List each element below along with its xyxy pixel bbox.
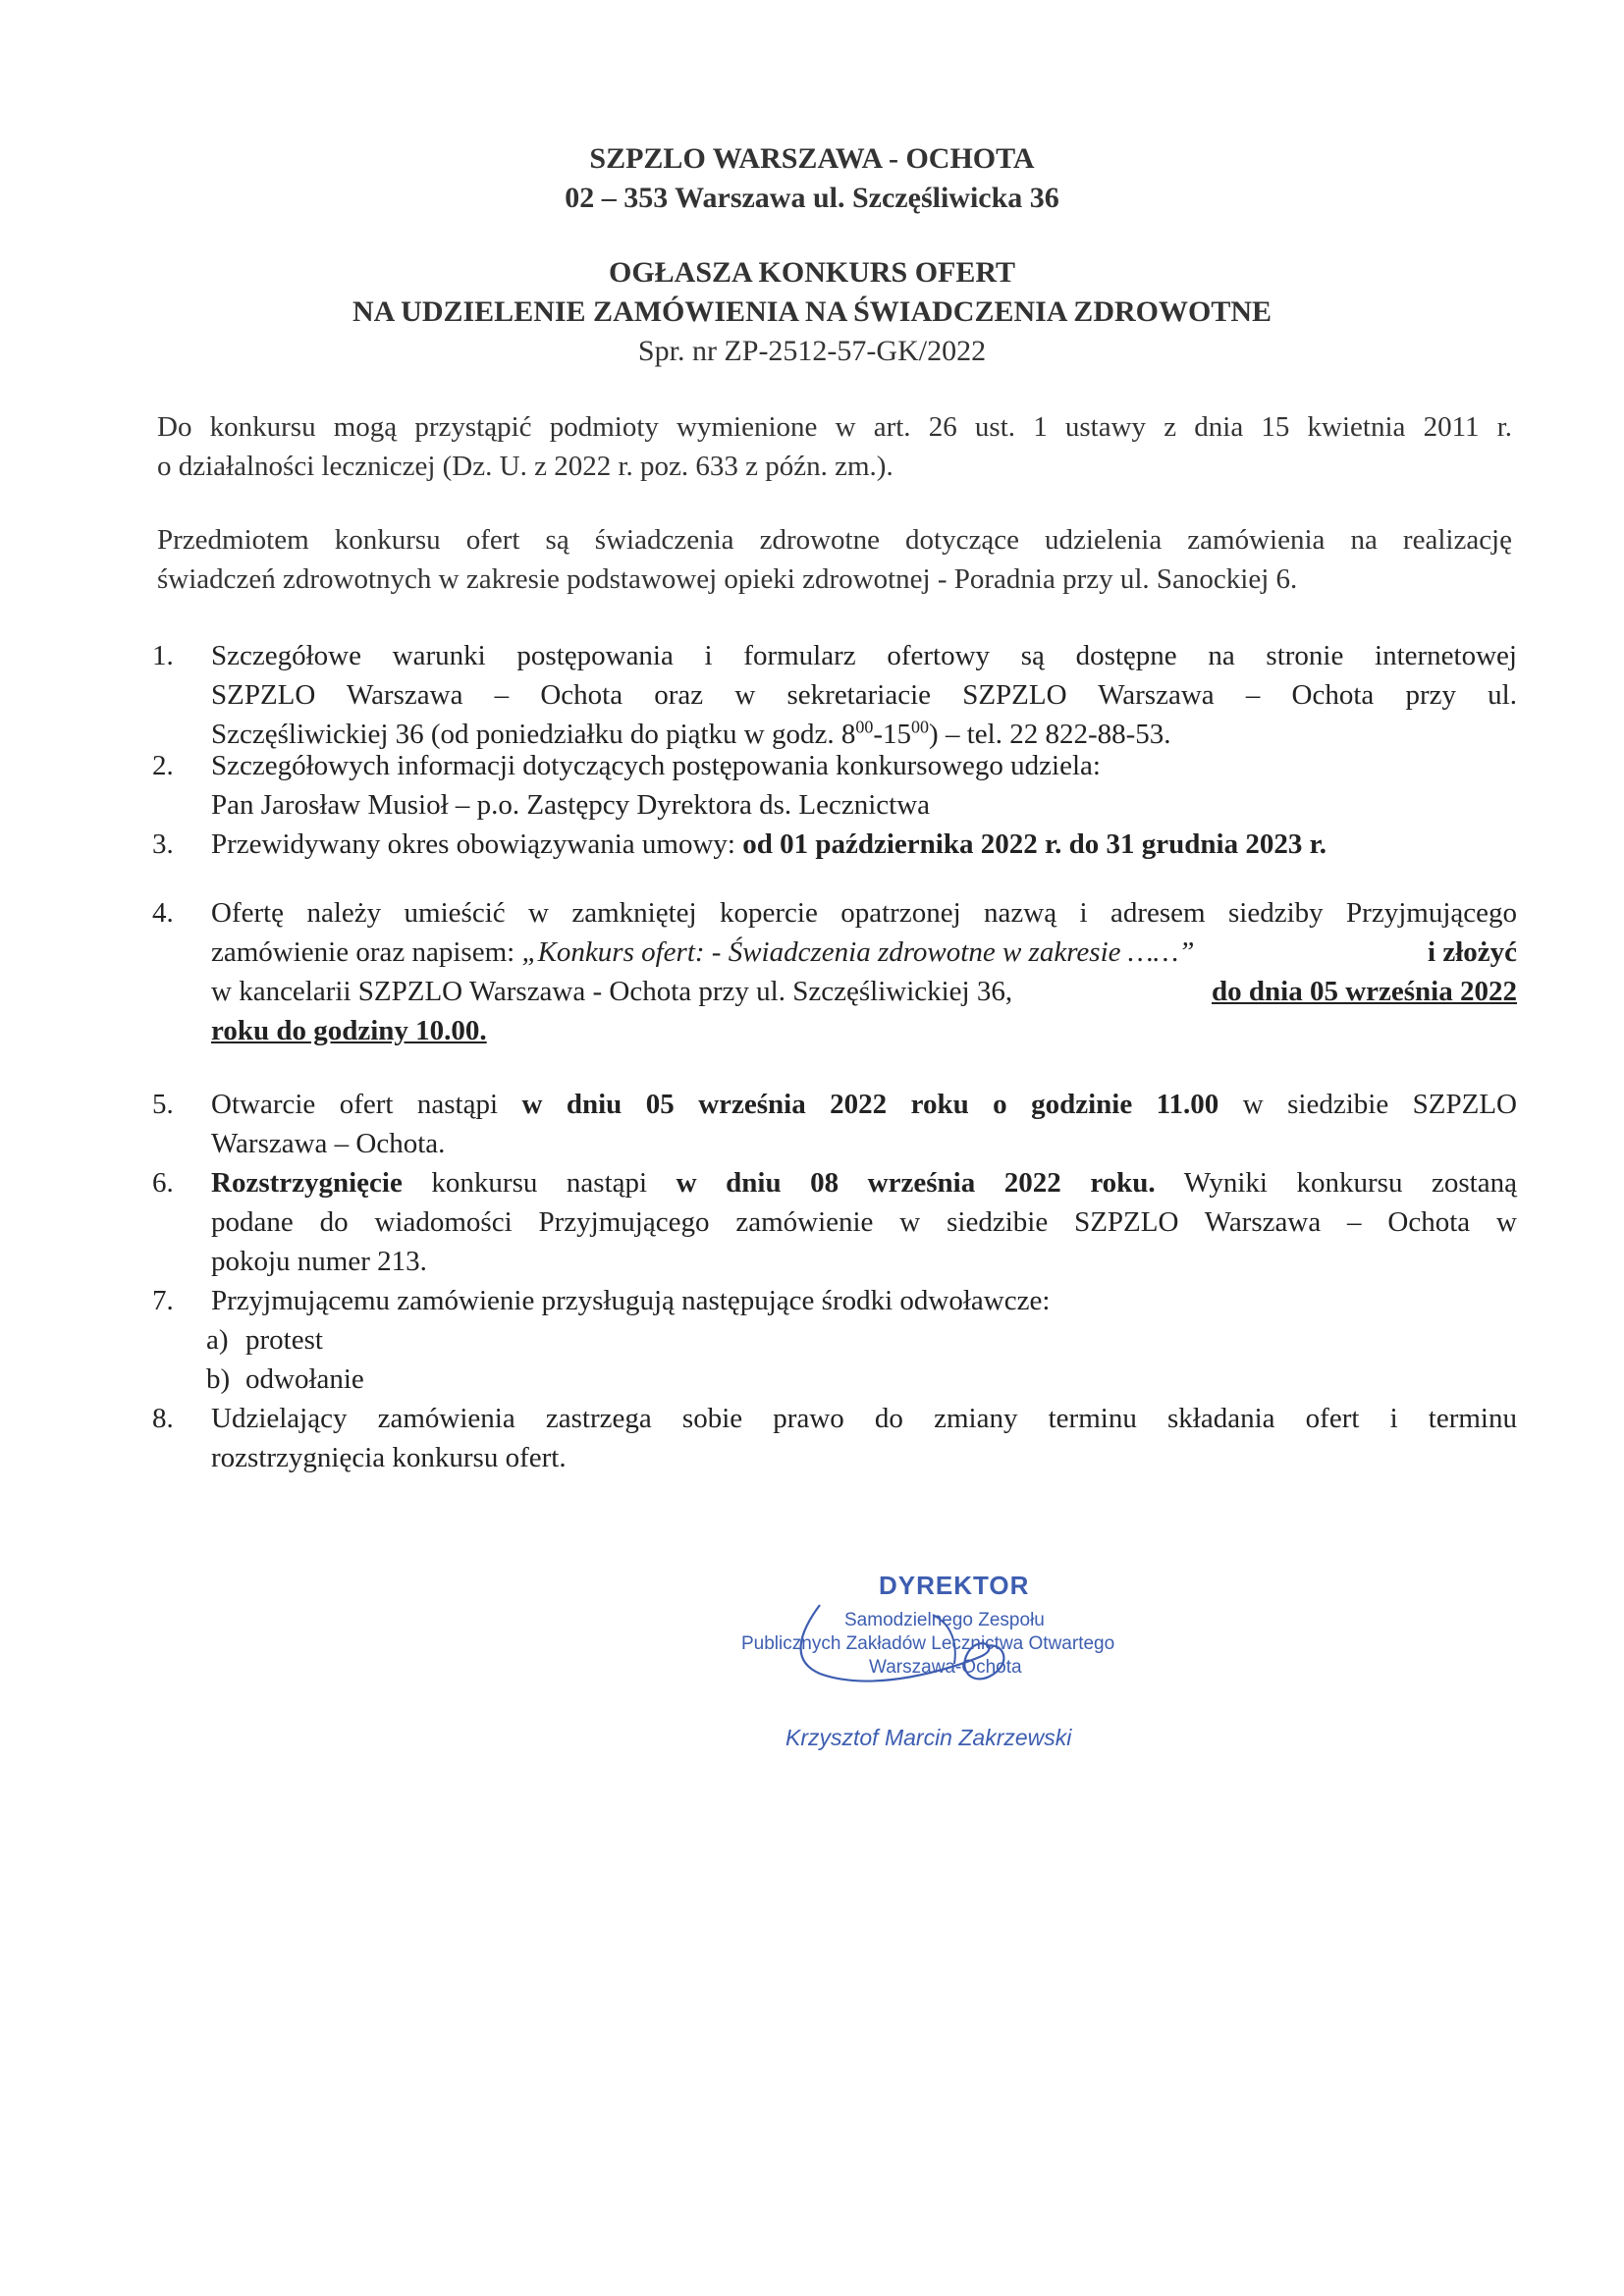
list-item-6 [152, 1163, 1527, 1281]
hours-text: -15 [873, 719, 912, 750]
list-item-text [211, 893, 1517, 1050]
list-number: 4. [152, 897, 174, 929]
list-item-line [211, 1163, 1517, 1202]
announcement-subtitle: NA UDZIELENIE ZAMÓWIENIA NA ŚWIADCZENIA ZDROWOTNE [352, 295, 1272, 328]
list-item-5 [152, 1085, 1527, 1163]
stamp-line: Publicznych Zakładów Lecznictwa Otwartego [741, 1633, 1115, 1654]
list-item-line: Warszawa – Ochota. [211, 1128, 446, 1159]
stamp-line: Warszawa-Ochota [869, 1657, 1022, 1678]
intro-subject-line2: świadczeń zdrowotnych w zakresie podstawowej opieki zdrowotnej - Poradnia przy ul. Sanockiej 6. [157, 563, 1298, 595]
hours-text: Szczęśliwickiej 36 (od poniedziałku do piątku w godz. 8 [211, 719, 856, 750]
list-item-line: Przyjmującemu zamówienie przysługują następujące środki odwoławcze: [211, 1285, 1051, 1316]
list-number: 7. [152, 1285, 174, 1316]
office-text: w kancelarii SZPZLO Warszawa - Ochota przy ul. Szczęśliwickiej 36, [211, 976, 1013, 1007]
list-item-line: Szczegółowe warunki postępowania i formularz ofertowy są dostępne na stronie internetowej [211, 640, 1517, 671]
results-text: Wyniki konkursu zostaną [1155, 1167, 1517, 1199]
sub-item-label: b) [206, 1363, 231, 1395]
org-address: 02 – 353 Warszawa ul. Szczęśliwicka 36 [565, 182, 1059, 214]
sub-item-label: a) [206, 1324, 229, 1356]
list-item-7 [152, 1281, 1527, 1320]
deadline-date: do dnia 05 września 2022 [1212, 976, 1517, 1007]
list-item-line [211, 933, 1517, 972]
intro-eligibility-line2: o działalności leczniczej (Dz. U. z 2022 r. poz. 633 z późn. zm.). [157, 451, 893, 482]
list-item-text [211, 1281, 1517, 1320]
resolution-date: w dniu 08 września 2022 roku. [676, 1167, 1156, 1199]
list-item-text [211, 636, 1517, 754]
list-item-line: Szczegółowych informacji dotyczących postępowania konkursowego udziela: [211, 750, 1101, 781]
intro-subject-line1: Przedmiotem konkursu ofert są świadczenia zdrowotne dotyczące udzielenia zamówienia na realizację [157, 524, 1512, 556]
signature-icon [727, 1566, 1198, 1752]
list-number: 5. [152, 1089, 174, 1120]
intro-subject [157, 520, 1512, 599]
director-name: Krzysztof Marcin Zakrzewski [785, 1725, 1072, 1750]
deadline-time: roku do godziny 10.00. [211, 1015, 487, 1046]
list-item-3 [152, 825, 1527, 864]
list-item-text [211, 1085, 1517, 1163]
list-item-4 [152, 893, 1527, 1050]
case-number: Spr. nr ZP-2512-57-GK/2022 [637, 335, 987, 367]
list-item-line: Udzielający zamówienia zastrzega sobie prawo do zmiany terminu składania ofert i terminu [211, 1403, 1517, 1434]
director-stamp [727, 1566, 1198, 1752]
list-number: 3. [152, 828, 174, 860]
opening-label: Otwarcie ofert nastąpi [211, 1089, 522, 1120]
contact-person: Pan Jarosław Musioł – p.o. Zastępcy Dyrektora ds. Lecznictwa [211, 789, 931, 821]
opening-place: w siedzibie SZPZLO [1218, 1089, 1517, 1120]
list-item-text [211, 825, 1517, 864]
list-item-text [211, 1163, 1517, 1281]
list-item-line: SZPZLO Warszawa – Ochota oraz w sekretariacie SZPZLO Warszawa – Ochota przy ul. [211, 679, 1517, 711]
contract-period-value: od 01 października 2022 r. do 31 grudnia 2023 r. [742, 828, 1327, 860]
sub-item-a [206, 1320, 323, 1360]
list-item-line [211, 1085, 1517, 1124]
intro-eligibility [157, 407, 1512, 486]
list-number: 2. [152, 750, 174, 781]
list-item-text [211, 1399, 1517, 1477]
hours-sup: 00 [855, 717, 874, 737]
list-number: 6. [152, 1167, 174, 1199]
intro-eligibility-line1: Do konkursu mogą przystąpić podmioty wymienione w art. 26 ust. 1 ustawy z dnia 15 kwietnia 2011 r. [157, 411, 1512, 443]
opening-date: w dniu 05 września 2022 roku o godzinie 11.00 [521, 1089, 1219, 1120]
list-item-line: rozstrzygnięcia konkursu ofert. [211, 1442, 567, 1473]
resolution-label: Rozstrzygnięcie [211, 1167, 403, 1199]
envelope-inscription: „Konkurs ofert: - Świadczenia zdrowotne w zakresie ……” [521, 936, 1195, 968]
contract-period-label: Przewidywany okres obowiązywania umowy: [211, 828, 743, 860]
list-item-text [211, 746, 1517, 825]
list-number: 8. [152, 1403, 174, 1434]
phone-text: ) – tel. 22 822-88-53. [929, 719, 1171, 750]
list-item-2 [152, 746, 1527, 825]
list-item-line: pokoju numer 213. [211, 1246, 427, 1277]
announcement-title: OGŁASZA KONKURS OFERT [608, 256, 1016, 289]
org-name: SZPZLO WARSZAWA - OCHOTA [589, 142, 1035, 175]
list-item-line: Ofertę należy umieścić w zamkniętej kopercie opatrzonej nazwą i adresem siedziby Przyjmującego [211, 897, 1517, 929]
list-item-line [211, 972, 1517, 1011]
resolution-text: konkursu nastąpi [402, 1167, 677, 1199]
list-item-1 [152, 636, 1527, 754]
list-number: 1. [152, 640, 174, 671]
list-item-8 [152, 1399, 1527, 1477]
list-item-line: podane do wiadomości Przyjmującego zamówienie w siedzibie SZPZLO Warszawa – Ochota w [211, 1206, 1517, 1238]
stamp-line: Samodzielnego Zespołu [844, 1610, 1045, 1630]
hours-sup: 00 [911, 717, 930, 737]
submit-text: i złożyć [1428, 936, 1517, 968]
sub-item-b [206, 1360, 364, 1399]
envelope-label: zamówienie oraz napisem: [211, 936, 522, 968]
stamp-title: DYREKTOR [879, 1571, 1030, 1600]
sub-item-text: odwołanie [245, 1363, 364, 1395]
list-item-line [211, 1011, 1517, 1050]
sub-item-text: protest [245, 1324, 323, 1356]
